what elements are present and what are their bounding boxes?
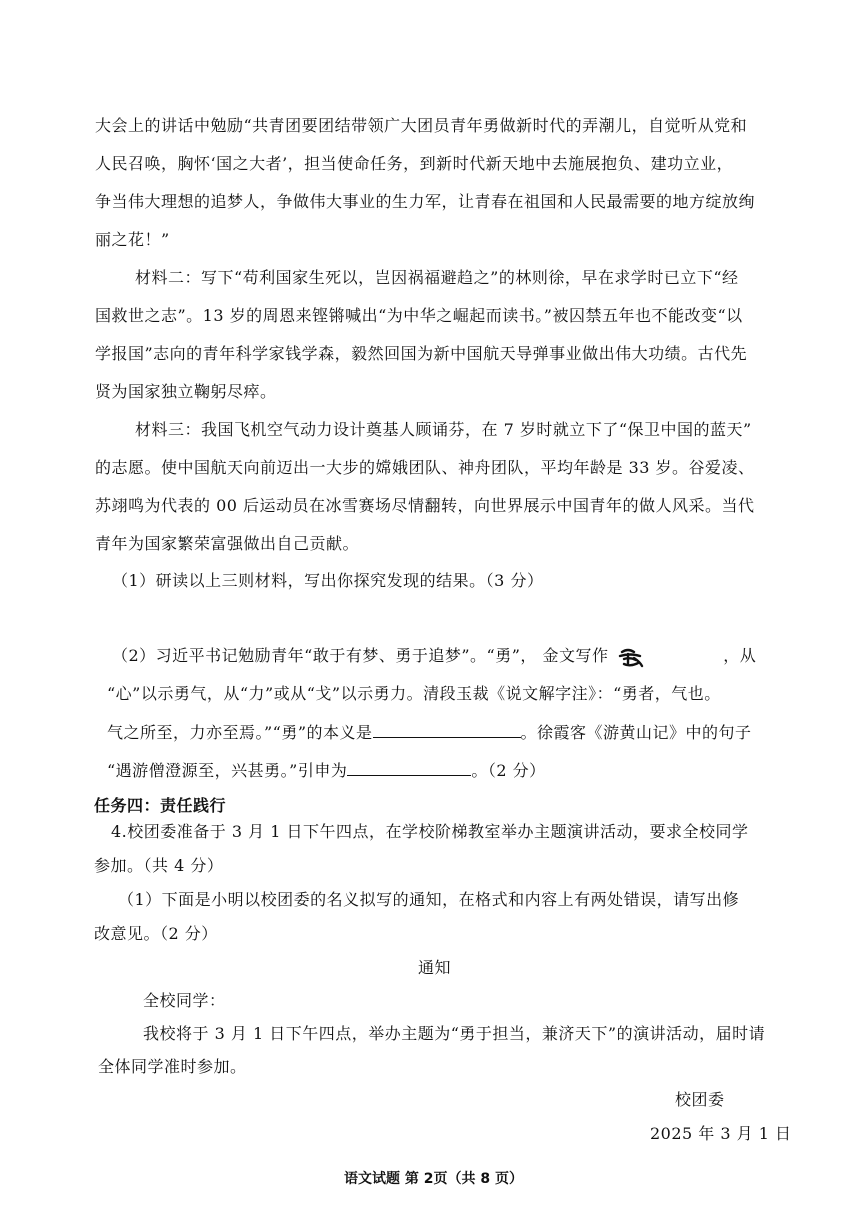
question-2-line4-end: 。（2 分） xyxy=(471,761,546,780)
question-2-line4 xyxy=(107,759,546,782)
question-2-line3-end: 。徐霞客《游黄山记》中的句子 xyxy=(520,723,752,742)
question-4-line2: 参加。（共 4 分） xyxy=(94,856,224,875)
material3-line1: 材料三：我国飞机空气动力设计奠基人顾诵芬，在 7 岁时就立下了“保卫中国的蓝天” xyxy=(135,420,752,439)
notice-salutation: 全校同学： xyxy=(143,991,226,1010)
question-4-1-line2: 改意见。（2 分） xyxy=(94,924,218,943)
notice-signer: 校团委 xyxy=(675,1090,725,1109)
question-2-line1-text: （2）习近平书记勉励青年“敢于有梦、勇于追梦”。“勇”， 金文写作 xyxy=(112,646,609,665)
question-2-line1 xyxy=(112,645,756,668)
question-2-line2: “心”以示勇气，从“力”或从“戈”以示勇力。清段玉裁《说文解字注》：“勇者，气也。 xyxy=(107,684,721,703)
page-footer: 语文试题 第 2页（共 8 页） xyxy=(344,1171,523,1187)
material3-line4: 青年为国家繁荣富强做出自己贡献。 xyxy=(95,534,360,553)
material2-line4: 贤为国家独立鞠躬尽瘁。 xyxy=(95,382,277,401)
question-2-line3-text: 气之所至，力亦至焉。”“勇”的本义是 xyxy=(107,723,373,742)
notice-date: 2025 年 3 月 1 日 xyxy=(650,1124,792,1143)
question-2-line3 xyxy=(107,721,752,744)
notice-title: 通知 xyxy=(418,958,452,977)
answer-blank-original-meaning[interactable] xyxy=(373,721,521,738)
material3-line3: 苏翊鸣为代表的 00 后运动员在冰雪赛场尽情翻转，向世界展示中国青年的做人风采。当代 xyxy=(95,496,755,515)
material1-line1: 大会上的讲话中勉励“共青团要团结带领广大团员青年勇做新时代的弄潮儿，自觉听从党和 xyxy=(95,116,748,135)
material2-line1: 材料二：写下“苟利国家生死以，岂因祸福避趋之”的林则徐，早在求学时已立下“经 xyxy=(135,268,739,287)
question-2-line1-end: ，从 xyxy=(723,646,757,665)
material1-line2: 人民召唤，胸怀‘国之大者’，担当使命任务，到新时代新天地中去施展抱负、建功立业， xyxy=(95,154,734,173)
answer-blank-extended-meaning[interactable] xyxy=(347,759,471,776)
question-4-1-line1: （1）下面是小明以校团委的名义拟写的通知，在格式和内容上有两处错误，请写出修 xyxy=(118,890,740,909)
question-1: （1）研读以上三则材料，写出你探究发现的结果。（3 分） xyxy=(112,571,544,590)
material1-line4: 丽之花！” xyxy=(95,230,170,249)
material1-line3: 争当伟大理想的追梦人，争做伟大事业的生力军，让青春在祖国和人民最需要的地方绽放绚 xyxy=(95,192,756,211)
material3-line2: 的志愿。使中国航天向前迈出一大步的嫦娥团队、神舟团队，平均年龄是 33 岁。谷爱凌、 xyxy=(95,458,755,477)
bronze-script-yong-glyph-icon xyxy=(614,646,660,668)
notice-body-line1: 我校将于 3 月 1 日下午四点，举办主题为“勇于担当，兼济天下”的演讲活动，届时请 xyxy=(143,1024,766,1043)
task4-heading: 任务四：责任践行 xyxy=(94,796,227,815)
question-4-line1: 4.校团委准备于 3 月 1 日下午四点，在学校阶梯教室举办主题演讲活动，要求全校同学 xyxy=(111,822,749,841)
material2-line3: 学报国”志向的青年科学家钱学森，毅然回国为新中国航天导弹事业做出伟大功绩。古代先 xyxy=(95,344,748,363)
material2-line2: 国救世之志”。13 岁的周恩来铿锵喊出“为中华之崛起而读书。”被囚禁五年也不能改变“以 xyxy=(95,306,743,325)
question-2-line4-text: “遇游僧澄源至，兴甚勇。”引申为 xyxy=(107,761,348,780)
notice-body-line2: 全体同学准时参加。 xyxy=(98,1057,247,1076)
